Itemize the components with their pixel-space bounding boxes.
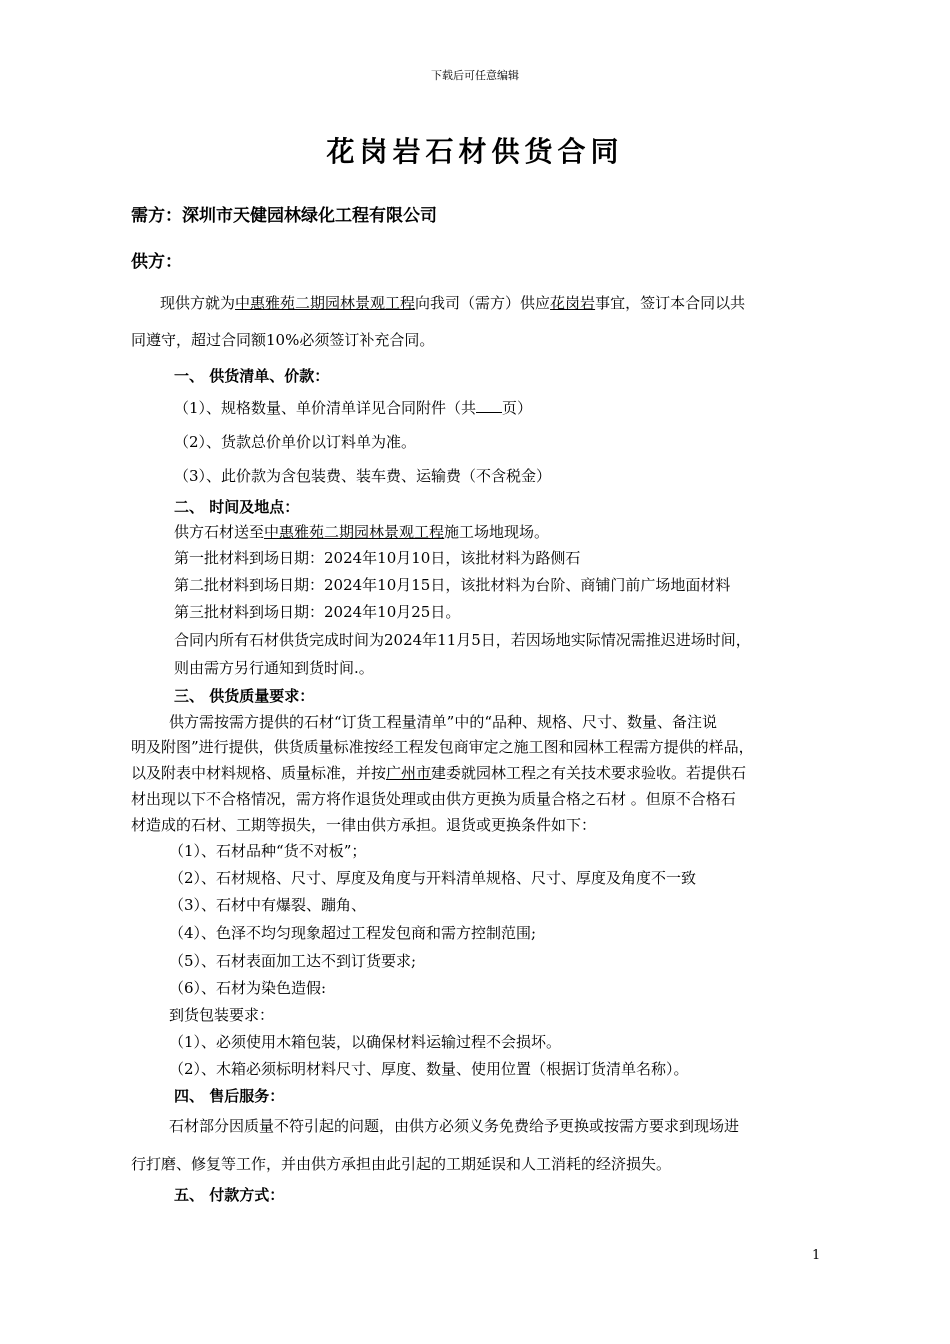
packing-title: 到货包装要求： [169,1006,275,1024]
s3-condition-6: （6）、石材为染色造假: [169,979,327,997]
section-2-heading: 二、 时间及地点： [174,498,300,516]
header-note: 下载后可任意编辑 [431,69,519,82]
section-4-heading: 四、 售后服务： [174,1087,285,1105]
s2-line-1-suffix: 施工场地现场。 [444,523,550,541]
s3-para-line-2: 明及附图”进行提供，供货质量标准按经工程发包商审定之施工图和园林工程需方提供的样品， [131,738,754,756]
s2-line-6: 则由需方另行通知到货时间.。 [174,659,374,677]
section-5-heading: 五、 付款方式： [174,1186,285,1204]
supplier-line: 供方： [131,252,182,272]
intro-text: 事宜，签订本合同以共 [595,294,746,312]
project-name: 中惠雅苑二期园林景观工程 [264,523,445,541]
intro-line-1 [160,292,745,313]
s2-line-1 [174,521,549,542]
document-title: 花岗岩石材供货合同 [326,135,624,168]
intro-text: 向我司（需方）供应 [415,294,551,312]
s4-line-1: 石材部分因质量不符引起的问题，由供方必须义务免费给予更换或按需方要求到现场进 [169,1117,740,1135]
packing-item-2: （2）、木箱必须标明材料尺寸、厚度、数量、使用位置（根据订货清单名称）。 [169,1060,689,1078]
s3-condition-2: （2）、石材规格、尺寸、厚度及角度与开料清单规格、尺寸、厚度及角度不一致 [169,869,697,887]
s3-condition-3: （3）、石材中有爆裂、蹦角、 [169,896,367,914]
section-3-heading: 三、 供货质量要求： [174,687,315,705]
s3-condition-4: （4）、色泽不均匀现象超过工程发包商和需方控制范围; [169,924,537,942]
s3-para-line-1: 供方需按需方提供的石材“订货工程量清单”中的“品种、规格、尺寸、数量、备注说 [169,713,718,731]
material-name: 花岗岩 [550,294,596,312]
s3-para-text: 以及附表中材料规格、质量标准，并按 [131,764,387,782]
s3-para-line-4: 材出现以下不合格情况，需方将作退货处理或由供方更换为质量合格之石材 。但原不合格石 [131,790,736,808]
s1-item-1-suffix: 页） [502,399,533,417]
s2-line-1-text: 供方石材送至 [174,523,265,541]
packing-item-1: （1）、必须使用木箱包装，以确保材料运输过程不会损坏。 [169,1033,562,1051]
s3-para-line-5: 材造成的石材、工期等损失，一律由供方承担。退货或更换条件如下： [131,816,597,834]
s2-line-4: 第三批材料到场日期：2024年10月25日。 [174,603,461,621]
s3-condition-1: （1）、石材品种“货不对板”； [169,842,367,860]
blank-field [476,400,502,413]
s1-item-3: （3）、此价款为含包装费、装车费、运输费（不含税金） [174,467,552,485]
s1-item-2: （2）、货款总价单价以订料单为准。 [174,433,417,451]
intro-line-2: 同遵守，超过合同额10%必须签订补充合同。 [131,331,435,349]
s2-line-5: 合同内所有石材供货完成时间为2024年11月5日，若因场地实际情况需推迟进场时间， [174,631,751,649]
city-name: 广州市 [386,764,432,782]
section-1-heading: 一、 供货清单、价款： [174,367,330,385]
s3-para-line-3 [131,762,746,783]
s1-item-1-text: （1）、规格数量、单价清单详见合同附件（共 [174,399,477,417]
s2-line-3: 第二批材料到场日期：2024年10月15日，该批材料为台阶、商铺门前广场地面材料 [174,576,731,594]
project-name: 中惠雅苑二期园林景观工程 [235,294,416,312]
s3-para-text: 建委就园林工程之有关技术要求验收。若提供石 [431,764,747,782]
s4-line-2: 行打磨、修复等工作，并由供方承担由此引起的工期延误和人工消耗的经济损失。 [131,1155,672,1173]
s2-line-2: 第一批材料到场日期：2024年10月10日，该批材料为路侧石 [174,549,581,567]
s1-item-1 [174,397,532,418]
buyer-line: 需方：深圳市天健园林绿化工程有限公司 [131,206,437,226]
page-number: 1 [812,1248,821,1263]
s3-condition-5: （5）、石材表面加工达不到订货要求; [169,952,417,970]
intro-text: 现供方就为 [160,294,236,312]
